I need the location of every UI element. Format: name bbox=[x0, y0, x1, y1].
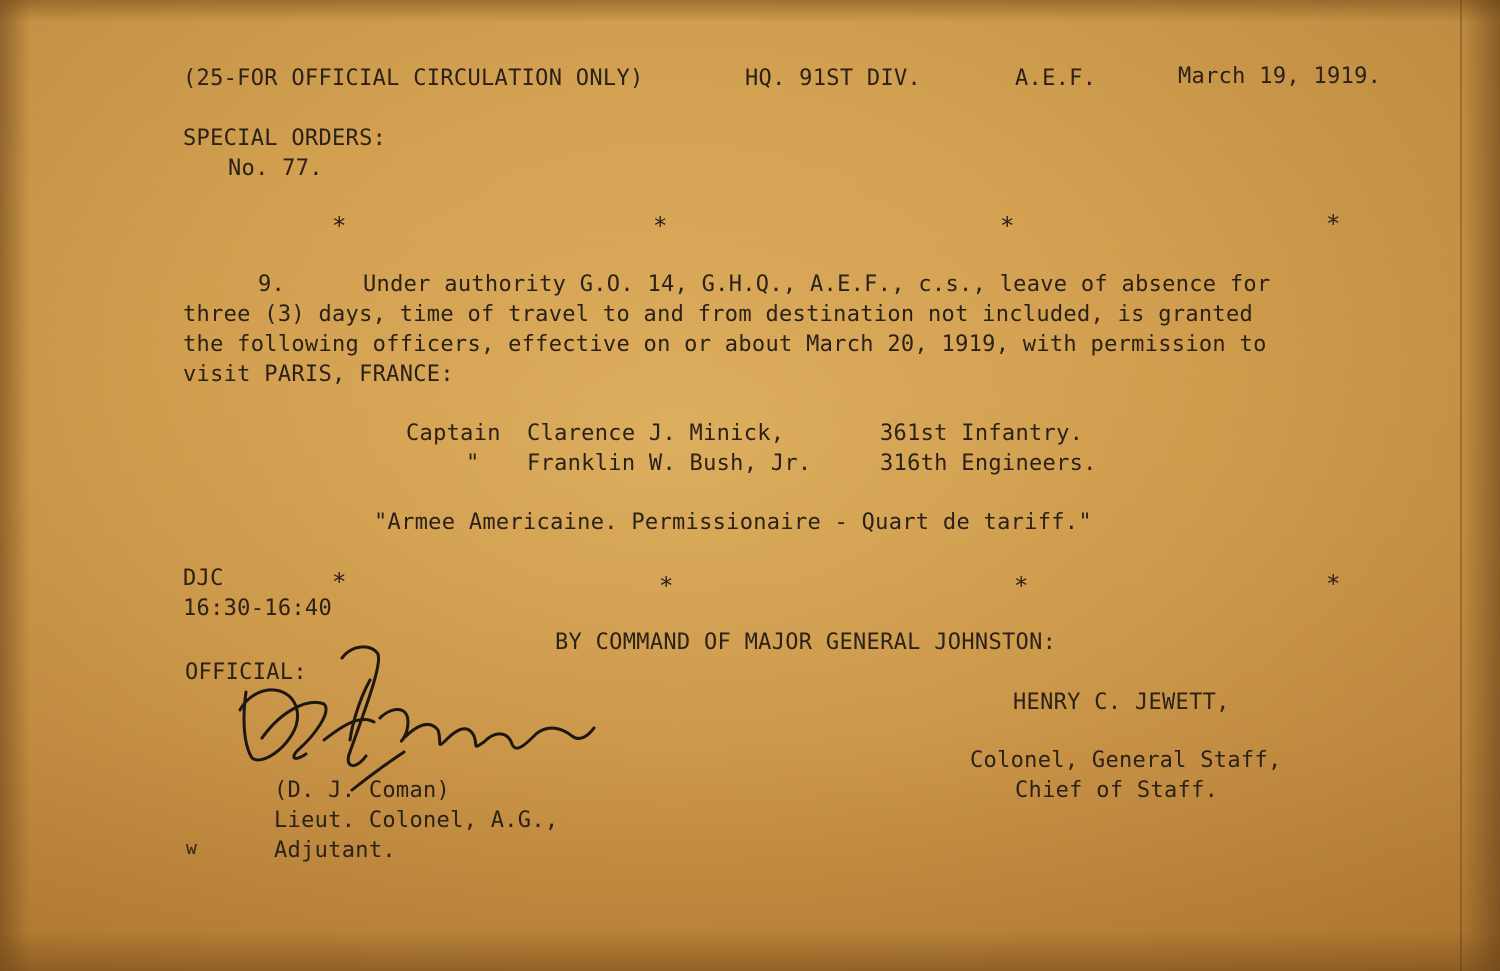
separator-star: * bbox=[332, 212, 347, 240]
order-number: No. 77. bbox=[228, 156, 323, 181]
separator-star: * bbox=[1000, 212, 1015, 240]
paragraph-line: visit PARIS, FRANCE: bbox=[183, 362, 454, 387]
signer-right-name: HENRY C. JEWETT, bbox=[1013, 690, 1230, 715]
officer-rank: " bbox=[466, 451, 480, 476]
paragraph-line: Under authority G.O. 14, G.H.Q., A.E.F., c.s., leave of absence for bbox=[363, 272, 1271, 297]
headquarters-label: HQ. 91ST DIV. bbox=[745, 66, 922, 91]
aef-label: A.E.F. bbox=[1015, 66, 1097, 91]
paper-fold-line bbox=[1460, 0, 1462, 971]
signer-right-title: Chief of Staff. bbox=[1015, 778, 1219, 803]
typist-initials: DJC bbox=[183, 566, 224, 591]
separator-star: * bbox=[1326, 570, 1341, 598]
paragraph-number: 9. bbox=[258, 272, 286, 297]
margin-mark: w bbox=[186, 838, 198, 859]
handwritten-signature bbox=[232, 640, 602, 800]
special-orders-label: SPECIAL ORDERS: bbox=[183, 126, 387, 151]
paper-edge-bottom bbox=[0, 931, 1500, 971]
separator-star: * bbox=[659, 572, 674, 600]
signer-left-title: Adjutant. bbox=[274, 838, 396, 863]
officer-rank: Captain bbox=[406, 421, 501, 446]
separator-star: * bbox=[1014, 572, 1029, 600]
officer-name: Franklin W. Bush, Jr. bbox=[527, 451, 812, 476]
time-stamp: 16:30-16:40 bbox=[183, 596, 332, 621]
officer-name: Clarence J. Minick, bbox=[527, 421, 785, 446]
separator-star: * bbox=[653, 212, 668, 240]
paper-edge-right bbox=[1460, 0, 1500, 971]
officer-unit: 316th Engineers. bbox=[880, 451, 1097, 476]
separator-star: * bbox=[332, 568, 347, 596]
command-line: BY COMMAND OF MAJOR GENERAL JOHNSTON: bbox=[555, 630, 1057, 655]
paper-edge-left bbox=[0, 0, 30, 971]
circulation-notice: (25-FOR OFFICIAL CIRCULATION ONLY) bbox=[183, 66, 644, 91]
signer-right-title: Colonel, General Staff, bbox=[970, 748, 1282, 773]
paper-edge-top bbox=[0, 0, 1500, 22]
officer-unit: 361st Infantry. bbox=[880, 421, 1084, 446]
document-date: March 19, 1919. bbox=[1178, 64, 1382, 89]
separator-star: * bbox=[1326, 210, 1341, 238]
signer-left-name: (D. J. Coman) bbox=[274, 778, 451, 803]
travel-note: "Armee Americaine. Permissionaire - Quart de tariff." bbox=[374, 510, 1092, 535]
paragraph-line: three (3) days, time of travel to and from destination not included, is granted bbox=[183, 302, 1254, 327]
paragraph-line: the following officers, effective on or about March 20, 1919, with permission to bbox=[183, 332, 1267, 357]
signer-left-title: Lieut. Colonel, A.G., bbox=[274, 808, 559, 833]
official-label: OFFICIAL: bbox=[185, 660, 307, 685]
